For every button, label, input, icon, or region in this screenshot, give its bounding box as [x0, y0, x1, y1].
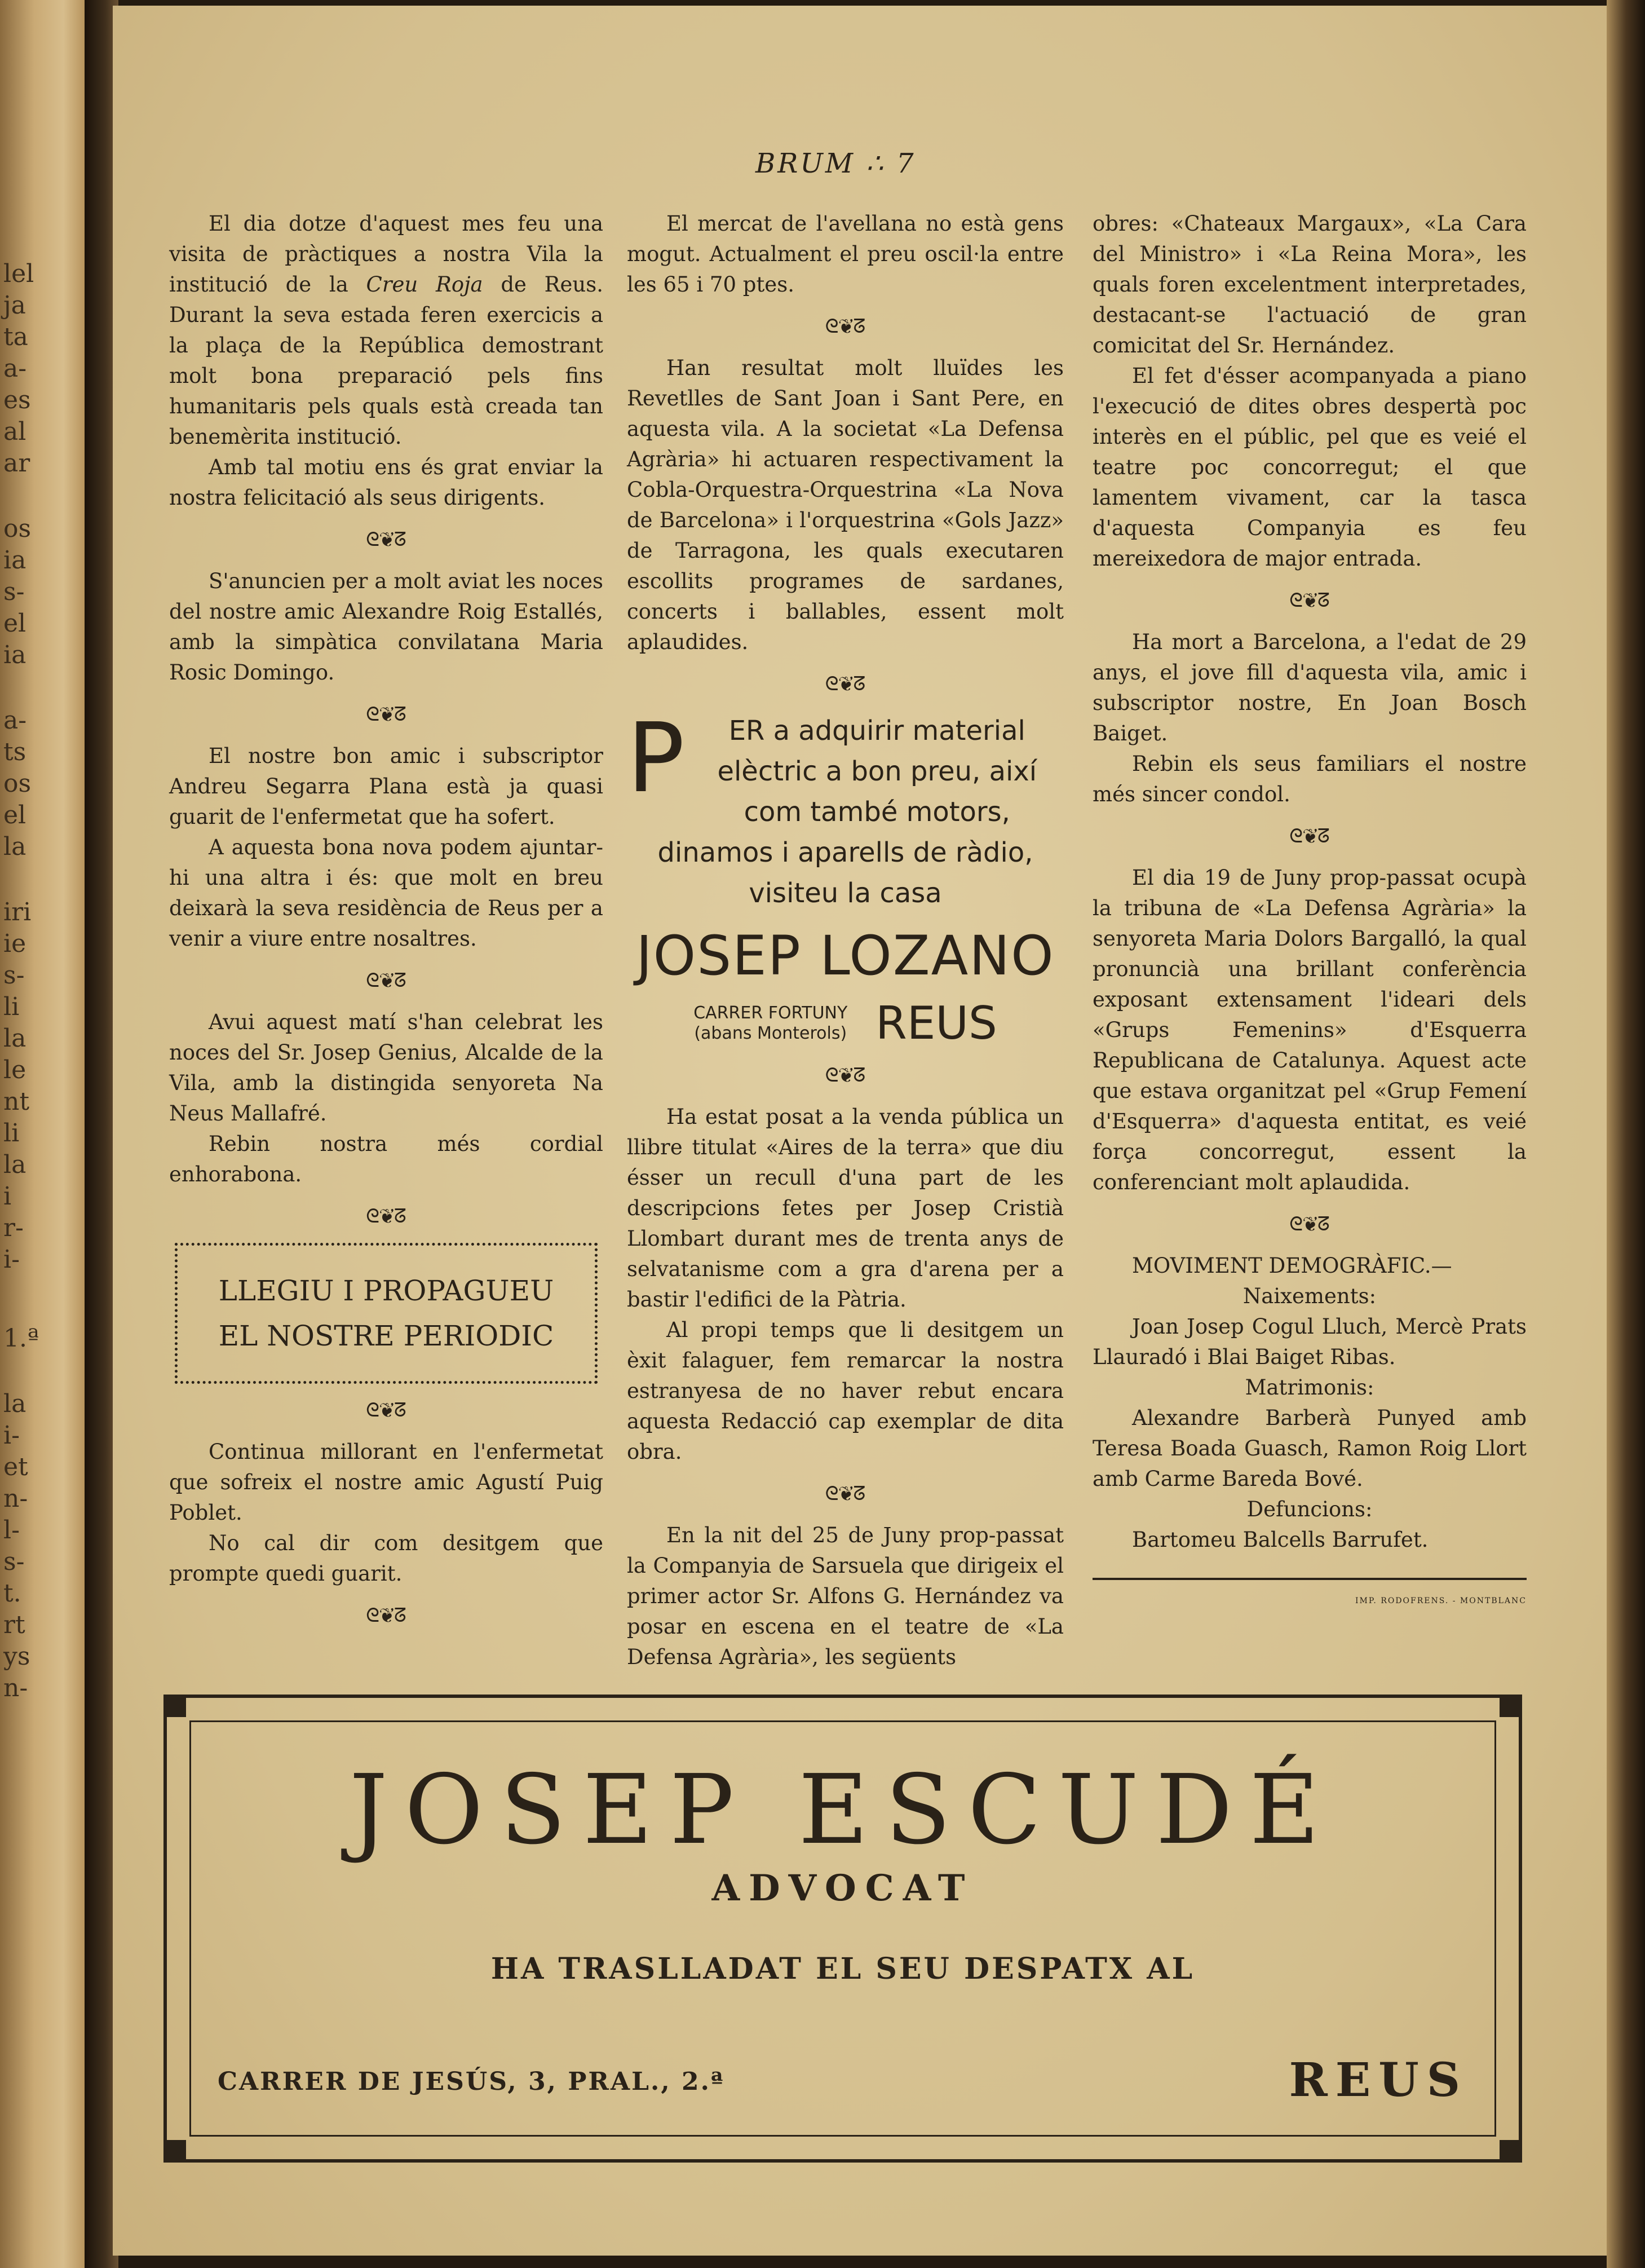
- ornament-icon: ᘓ❦ᘔ: [1289, 1213, 1330, 1236]
- previous-page-fragment: a-: [3, 354, 27, 383]
- previous-page-fragment: s-: [3, 961, 25, 990]
- box-line-1: LLEGIU I PROPAGUEU: [218, 1274, 554, 1307]
- demographics-title: MOVIMENT DEMOGRÀFIC.—: [1132, 1254, 1452, 1278]
- previous-page-fragment: li: [3, 1119, 20, 1148]
- ad-profession: ADVOCAT: [711, 1867, 974, 1909]
- paragraph: Ha mort a Barcelona, a l'edat de 29 anys, el jove fill d'aquesta vila, amic i subscriptor nostre, En Joan Bosch Baiget.: [1093, 630, 1527, 745]
- paragraph: Continua millorant en l'enfermetat que sofreix el nostre amic Agustí Puig Poblet.: [169, 1440, 603, 1525]
- previous-page-fragment: os: [3, 769, 32, 798]
- frame-corner-icon: [1500, 1695, 1522, 1717]
- propaganda-box: [175, 1243, 598, 1384]
- previous-page-fragment: al: [3, 417, 26, 446]
- paragraph: Rebin nostra més cordial enhorabona.: [169, 1132, 603, 1186]
- column-1: [169, 209, 603, 1642]
- ornament-icon: ᘓ❦ᘔ: [366, 703, 406, 726]
- deaths-label: Defuncions:: [1246, 1497, 1373, 1521]
- previous-page-fragment: os: [3, 514, 32, 543]
- previous-page-fragment: i-: [3, 1245, 20, 1274]
- previous-page-fragment: ta: [3, 323, 28, 351]
- previous-page-fragment: el: [3, 609, 26, 638]
- ornament-icon: ᘓ❦ᘔ: [366, 969, 406, 992]
- paragraph: El nostre bon amic i subscriptor Andreu Segarra Plana està ja quasi guarit de l'enfermetat que ha sofert.: [169, 744, 603, 829]
- paragraph: El dia 19 de Juny prop-passat ocupà la tribuna de «La Defensa Agrària» la senyoreta Maria Dolors Bargalló, la qual pronuncià una brillant conferència exposant extensament l'ideari dels «Grups Femenins» d'Esquerra Republicana de Catalunya. Aquest acte que estava organitzat pel «Grup Femení d'Esquerra» d'aquesta entitat, es veié força concorregut, essent la conferenciant molt aplaudida.: [1093, 866, 1527, 1194]
- ornament-icon: ᘓ❦ᘔ: [366, 1604, 406, 1627]
- drop-cap: P: [627, 703, 685, 814]
- lozano-advertisement: [627, 703, 1064, 1049]
- ad-city: REUS: [875, 997, 997, 1049]
- previous-page-fragment: ts: [3, 738, 26, 766]
- marriages-list: Alexandre Barberà Punyed amb Teresa Boada Guasch, Ramon Roig Llort amb Carme Bareda Bové.: [1093, 1406, 1527, 1491]
- article-creu-roja: El dia dotze d'aquest mes feu una visita de pràctiques a nostra Vila la institució de la Creu Roja de Reus. Durant la seva estada feren exercicis a la plaça de la República demostrant molt bona preparació pels fins humanitaris pels quals està creada tan benemèrita institució.: [169, 211, 603, 449]
- previous-page-fragment: n-: [3, 1484, 28, 1513]
- paragraph: El mercat de l'avellana no està gens mogut. Actualment el preu oscil·la entre les 65 i 70 ptes.: [627, 211, 1064, 297]
- ornament-icon: ᘓ❦ᘔ: [825, 1482, 866, 1505]
- ad-text: ER a adquirir material elèctric a bon preu, així com també motors, dinamos i aparells de ràdio, visiteu la casa: [657, 715, 1037, 909]
- page-header: BRUM ∴ 7: [755, 148, 916, 179]
- emphasis-creu-roja: Creu Roja: [366, 272, 483, 297]
- marriages-label: Matrimonis:: [1245, 1375, 1374, 1400]
- ad-notice: HA TRASLLADAT EL SEU DESPATX AL: [490, 1952, 1195, 1986]
- paragraph: Rebin els seus familiars el nostre més sincer condol.: [1093, 752, 1527, 806]
- ad-address: [627, 998, 1064, 1049]
- previous-page-fragment: rt: [3, 1610, 25, 1639]
- previous-page-fragment: i: [3, 1182, 12, 1211]
- column-2: [627, 209, 1064, 1673]
- ad-city: REUS: [1289, 2053, 1468, 2107]
- previous-page-fragment: ja: [3, 291, 26, 320]
- ornament-icon: ᘓ❦ᘔ: [825, 1064, 866, 1087]
- previous-page-fragment: li: [3, 992, 20, 1021]
- previous-page-fragment: la: [3, 832, 26, 861]
- ornament-icon: ᘓ❦ᘔ: [366, 1205, 406, 1228]
- ornament-icon: ᘓ❦ᘔ: [825, 315, 866, 338]
- paragraph: Amb tal motiu ens és grat enviar la nostra felicitació als seus dirigents.: [169, 455, 603, 510]
- paragraph: No cal dir com desitgem que prompte quedi guarit.: [169, 1531, 603, 1586]
- paragraph: El fet d'ésser acompanyada a piano l'execució de dites obres despertà poc interès en el públic, pel que es veié el teatre poc concorregut; el que lamentem vivament, car la tasca d'aquesta Companyia es feu mereixedora de major entrada.: [1093, 364, 1527, 571]
- ornament-icon: ᘓ❦ᘔ: [366, 1399, 406, 1422]
- previous-page-fragment: la: [3, 1389, 26, 1418]
- paragraph: Avui aquest matí s'han celebrat les noces del Sr. Josep Genius, Alcalde de la Vila, amb la distingida senyoreta Na Neus Mallafré.: [169, 1010, 603, 1126]
- paragraph: obres: «Chateaux Margaux», «La Cara del Ministro» i «La Reina Mora», les quals foren excelentment interpretades, destacant-se l'actuació de gran comicitat del Sr. Hernández.: [1093, 211, 1527, 358]
- ad-business-name: JOSEP LOZANO: [636, 924, 1055, 987]
- ad-street: CARRER FORTUNY: [693, 1003, 848, 1023]
- previous-page-edge: [0, 0, 85, 2268]
- previous-page-fragment: es: [3, 386, 31, 414]
- previous-page-fragment: ar: [3, 449, 30, 478]
- previous-page-fragment: ys: [3, 1642, 30, 1671]
- printer-imprint: IMP. RODOFRENS. - MONTBLANC: [1355, 1596, 1527, 1605]
- paragraph: S'anuncien per a molt aviat les noces del nostre amic Alexandre Roig Estallés, amb la simpàtica convilatana Maria Rosic Domingo.: [169, 569, 603, 685]
- previous-page-fragment: i-: [3, 1421, 20, 1450]
- previous-page-fragment: iri: [3, 898, 32, 926]
- ornament-icon: ᘓ❦ᘔ: [825, 673, 866, 695]
- births-list: Joan Josep Cogul Lluch, Mercè Prats Llauradó i Blai Baiget Ribas.: [1093, 1314, 1527, 1369]
- previous-page-fragment: nt: [3, 1087, 30, 1116]
- frame-corner-icon: [163, 1695, 186, 1717]
- previous-page-fragment: 1.ª: [3, 1324, 39, 1353]
- previous-page-fragment: el: [3, 801, 26, 829]
- paragraph: Ha estat posat a la venda pública un llibre titulat «Aires de la terra» que diu ésser un recull d'una part de les descripcions fetes per Josep Cristià Llombart durant mes de trenta anys de selvatanisme com a gra d'arena per a bastir l'edifici de la Pàtria.: [627, 1105, 1064, 1312]
- previous-page-fragment: s-: [3, 1547, 25, 1576]
- divider-rule: [1093, 1578, 1527, 1580]
- previous-page-fragment: a-: [3, 706, 27, 735]
- previous-page-fragment: s-: [3, 577, 25, 606]
- deaths-list: Bartomeu Balcells Barrufet.: [1132, 1528, 1429, 1552]
- box-line-2: EL NOSTRE PERIODIC: [218, 1320, 554, 1352]
- previous-page-fragment: le: [3, 1056, 26, 1084]
- column-3: [1093, 209, 1527, 1616]
- page-right-edge: [1607, 0, 1645, 2268]
- ad-lawyer-name: JOSEP ESCUDÉ: [349, 1754, 1337, 1866]
- previous-page-fragment: n-: [3, 1674, 28, 1702]
- ad-street-block: [693, 1003, 847, 1044]
- previous-page-fragment: r-: [3, 1214, 24, 1242]
- births-label: Naixements:: [1242, 1284, 1377, 1308]
- previous-page-fragment: t.: [3, 1579, 21, 1608]
- previous-page-fragment: ie: [3, 929, 26, 958]
- paragraph: Han resultat molt lluïdes les Revetlles de Sant Joan i Sant Pere, en aquesta vila. A la societat «La Defensa Agrària» hi actuaren respectivament la Cobla-Orquestra-Orquestrina «La Nova de Barcelona» i l'orquestrina «Gols Jazz» de Tarragona, les quals executaren escollits programes de sardanes, concerts i ballables, essent molt aplaudides.: [627, 356, 1064, 654]
- ad-address: CARRER DE JESÚS, 3, PRAL., 2.ª: [218, 2067, 725, 2096]
- ornament-icon: ᘓ❦ᘔ: [366, 528, 406, 551]
- previous-page-fragment: ia: [3, 546, 26, 575]
- ornament-icon: ᘓ❦ᘔ: [1289, 825, 1330, 848]
- previous-page-fragment: la: [3, 1024, 26, 1053]
- previous-page-fragment: lel: [3, 259, 34, 288]
- frame-corner-icon: [1500, 2140, 1522, 2163]
- previous-page-fragment: la: [3, 1150, 26, 1179]
- ad-street-note: (abans Monterols): [694, 1023, 847, 1043]
- previous-page-fragment: et: [3, 1453, 28, 1481]
- ornament-icon: ᘓ❦ᘔ: [1289, 589, 1330, 612]
- paragraph: A aquesta bona nova podem ajuntar-hi una altra i és: que molt en breu deixarà la seva residència de Reus per a venir a viure entre nosaltres.: [169, 835, 603, 951]
- frame-corner-icon: [163, 2140, 186, 2163]
- paragraph: Al propi temps que li desitgem un èxit falaguer, fem remarcar la nostra estranyesa de no haver rebut encara aquesta Redacció cap exemplar de dita obra.: [627, 1318, 1064, 1464]
- previous-page-fragment: ia: [3, 641, 26, 669]
- paragraph: En la nit del 25 de Juny prop-passat la Companyia de Sarsuela que dirigeix el primer actor Sr. Alfons G. Hernández va posar en escena en el teatre de «La Defensa Agrària», les següents: [627, 1523, 1064, 1669]
- previous-page-fragment: l-: [3, 1516, 20, 1545]
- escude-advertisement: [163, 1695, 1522, 2163]
